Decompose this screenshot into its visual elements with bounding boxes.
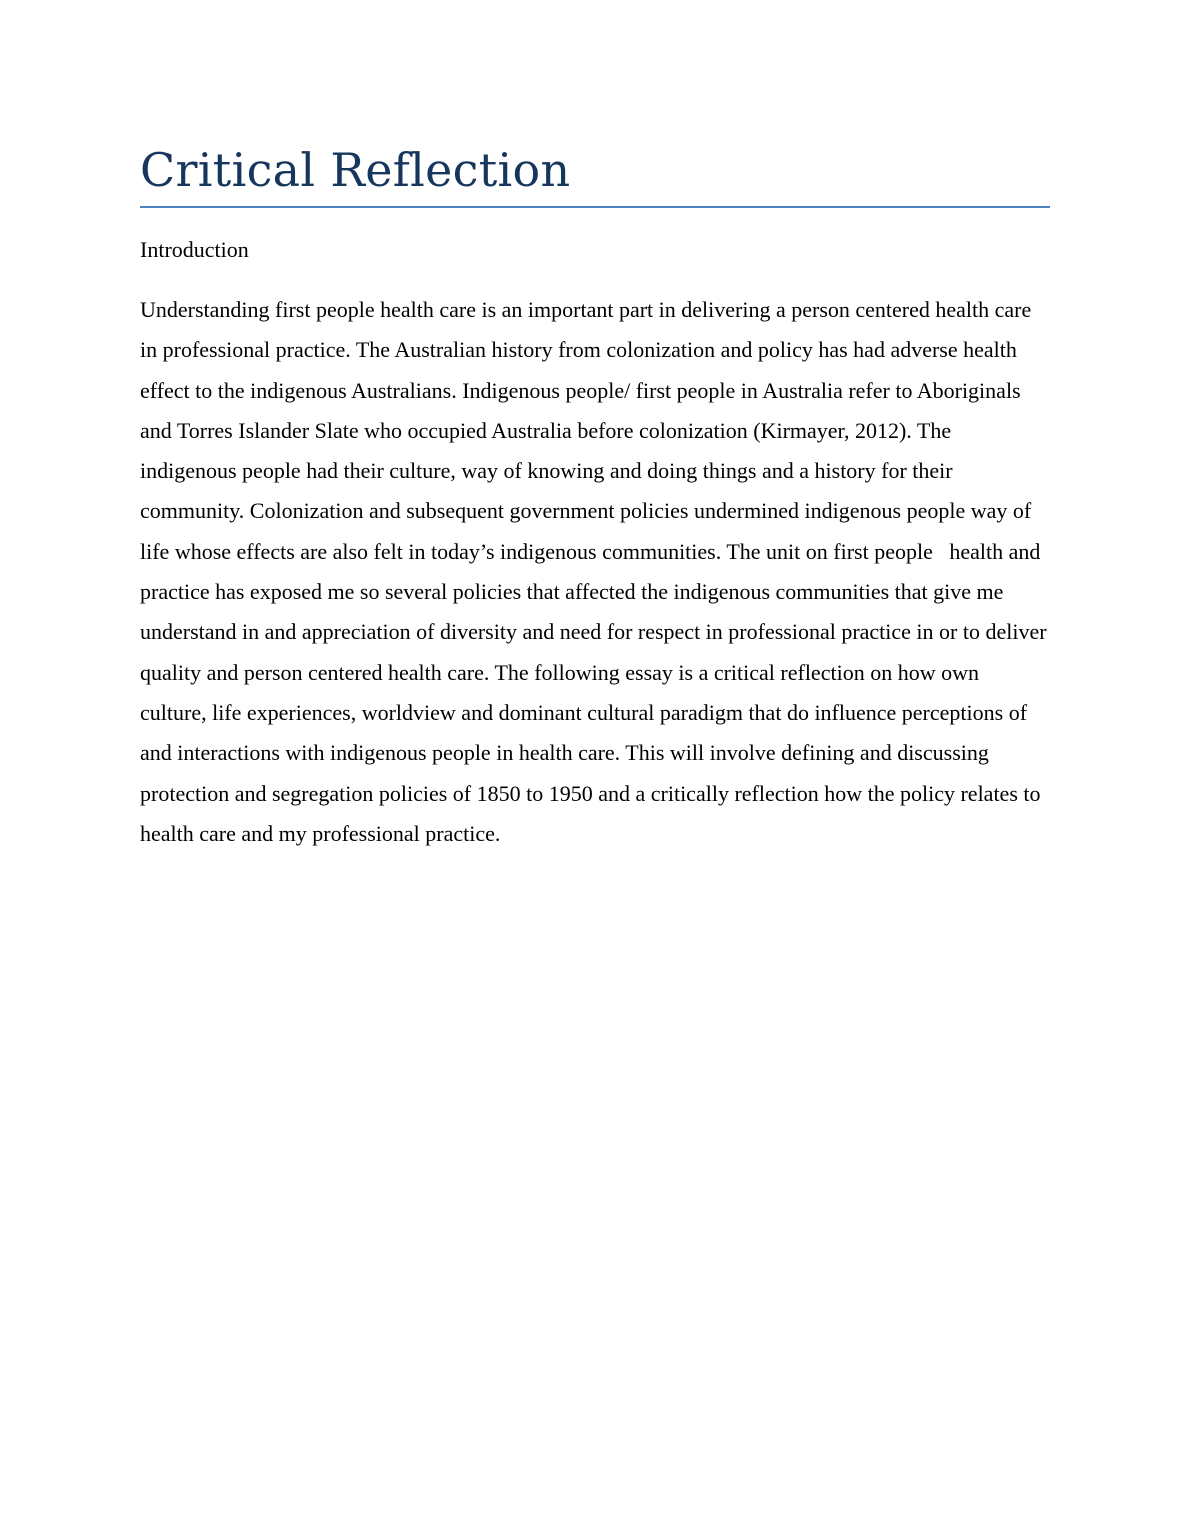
document-content — [140, 138, 1053, 854]
introduction-paragraph: Understanding first people health care is an important part in delivering a person centered health care in professional practice. The Australian history from colonization and policy has had adverse health effect to the indigenous Australians. Indigenous people/ first people in Australia refer to Aboriginals and Torres Islander Slate who occupied Australia before colonization (Kirmayer, 2012). The indigenous people had their culture, way of knowing and doing things and a history for their community. Colonization and subsequent government policies undermined indigenous people way of life whose effects are also felt in today’s indigenous communities. The unit on first people health and practice has exposed me so several policies that affected the indigenous communities that give me understand in and appreciation of diversity and need for respect in professional practice in or to deliver quality and person centered health care. The following essay is a critical reflection on how own culture, life experiences, worldview and dominant cultural paradigm that do influence perceptions of and interactions with indigenous people in health care. This will involve defining and discussing protection and segregation policies of 1850 to 1950 and a critically reflection how the policy relates to health care and my professional practice. — [140, 297, 1053, 846]
title-underline-rule — [140, 206, 1050, 208]
section-heading-introduction: Introduction — [140, 237, 249, 262]
document-title: Critical Reflection — [140, 143, 571, 197]
